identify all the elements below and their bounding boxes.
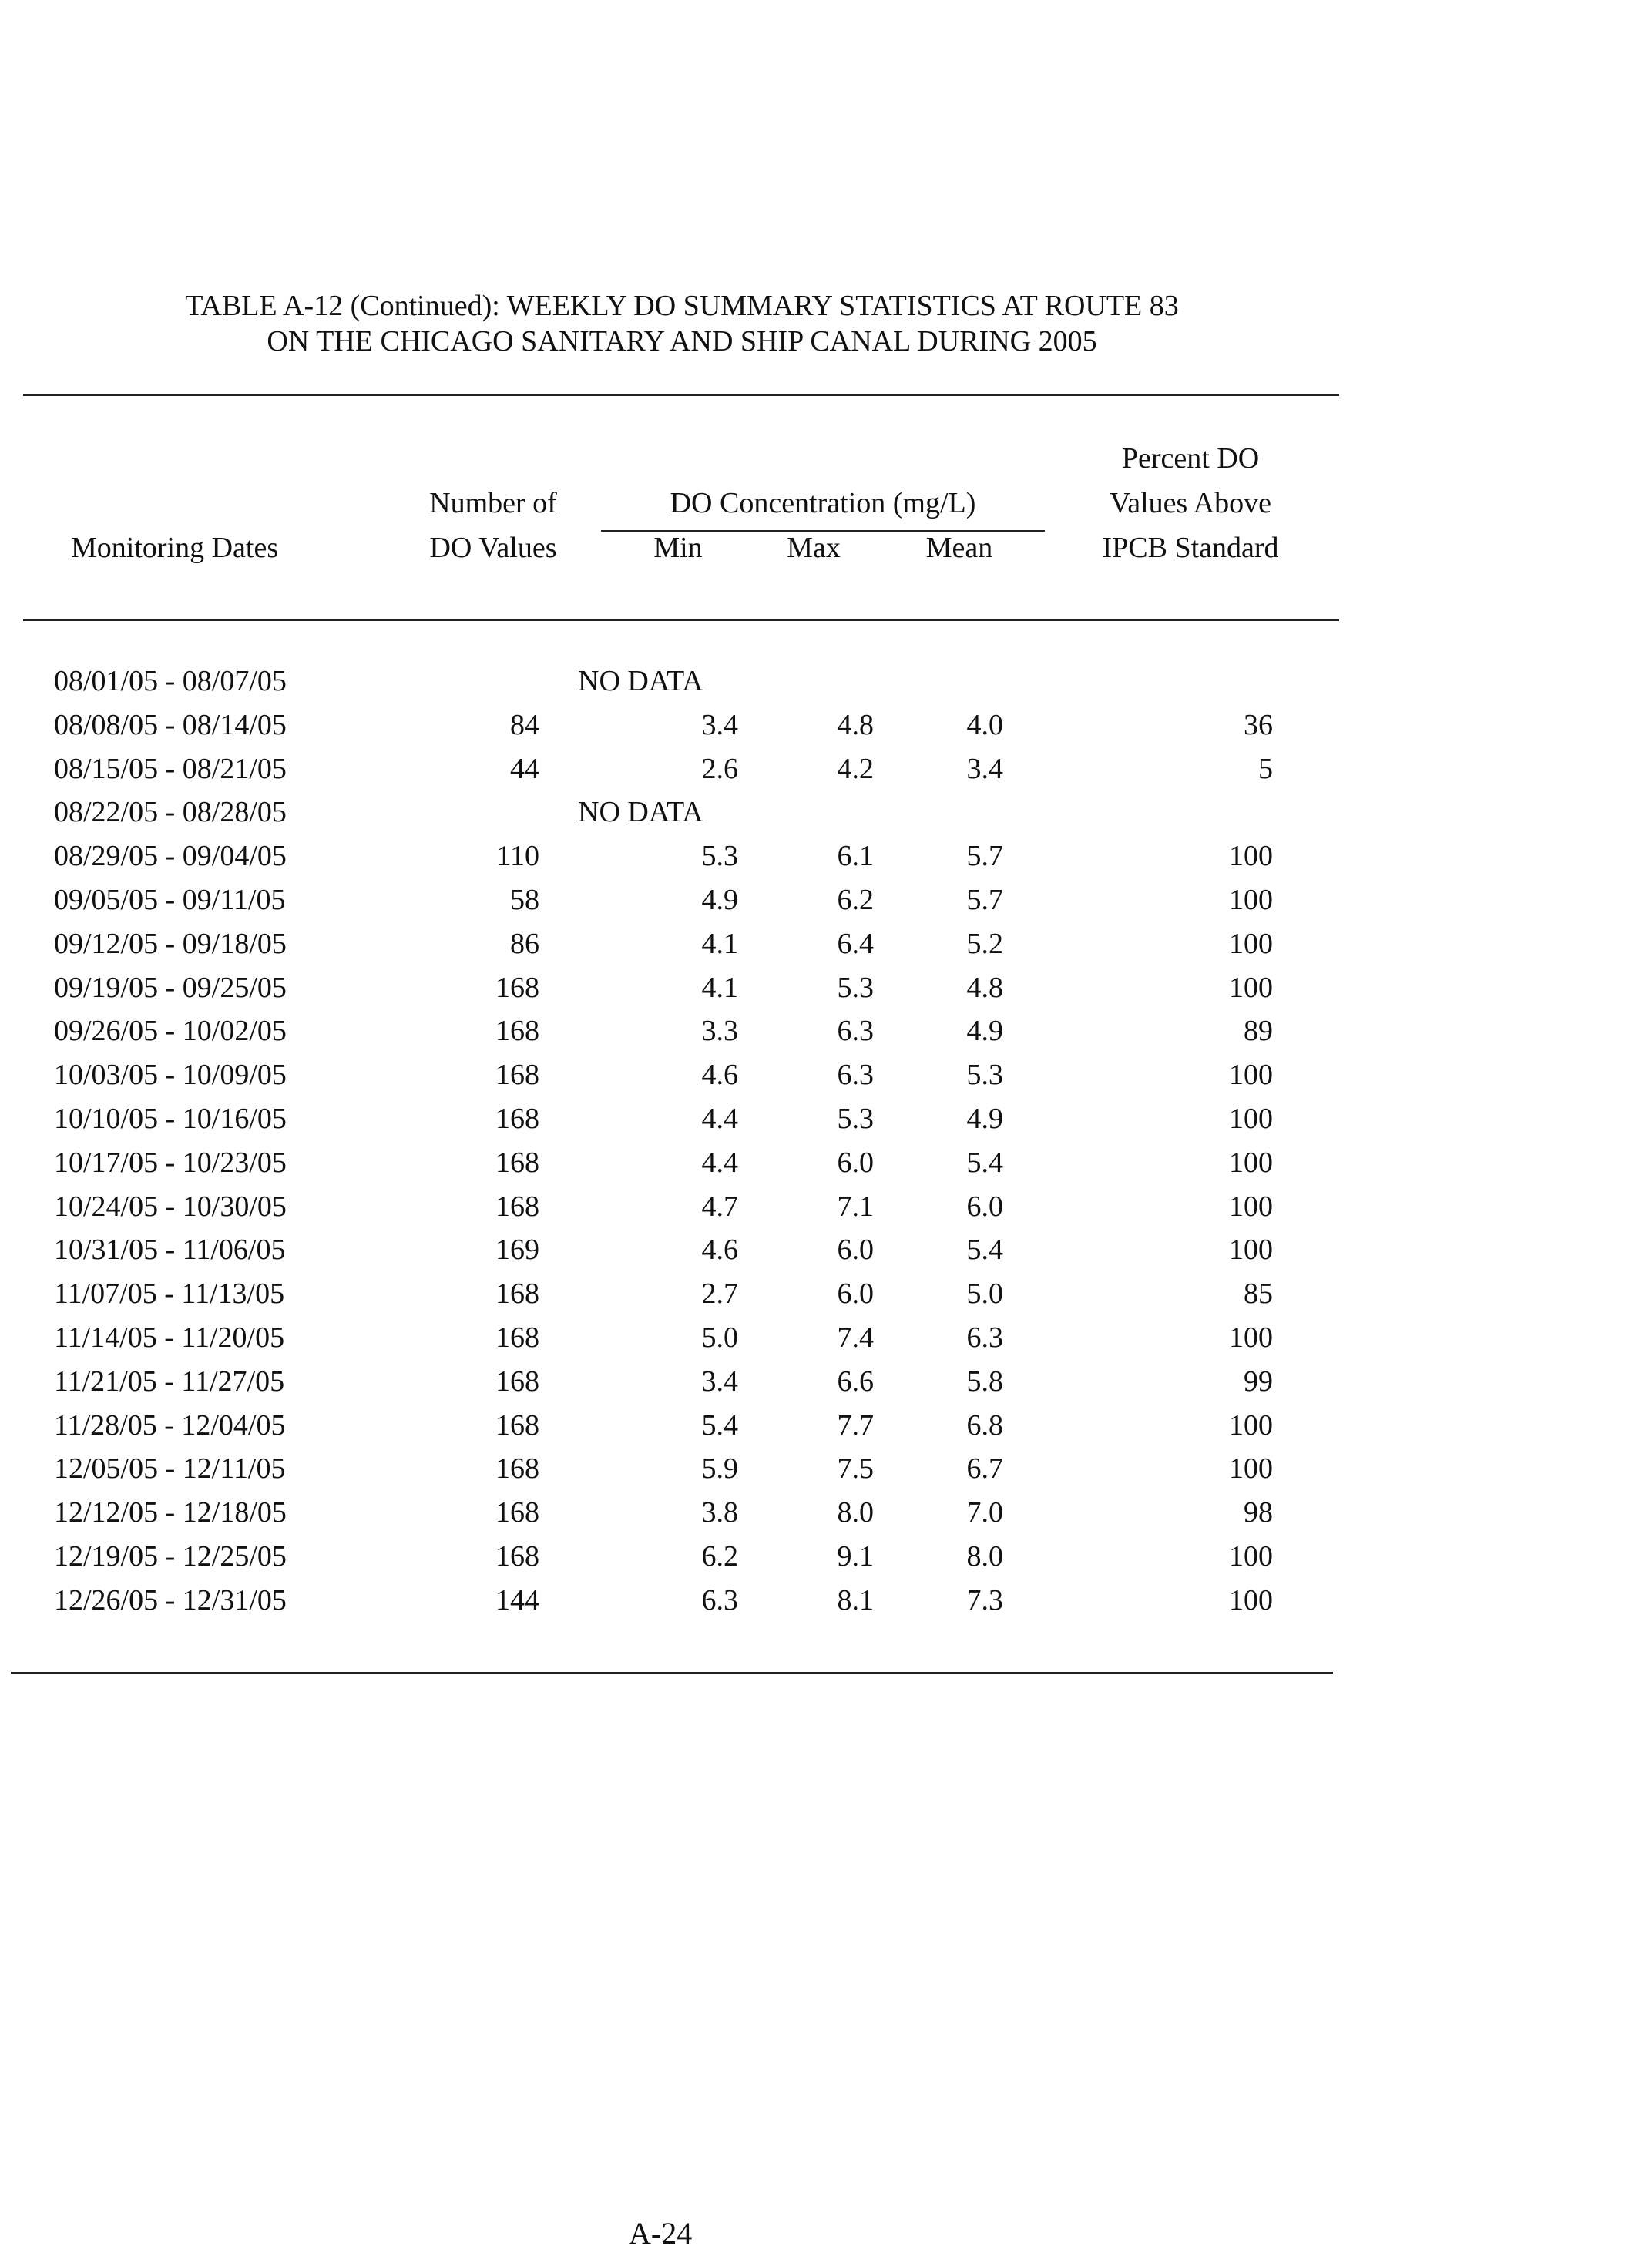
cell-percent-above: 99 [1244, 1365, 1273, 1398]
cell-max: 6.0 [837, 1146, 874, 1179]
cell-min: 5.3 [701, 840, 738, 873]
cell-mean: 5.7 [966, 883, 1003, 916]
cell-percent-above: 100 [1229, 1059, 1273, 1092]
cell-min: 4.1 [701, 927, 738, 960]
cell-mean: 4.9 [966, 1102, 1003, 1135]
cell-percent-above: 100 [1229, 1234, 1273, 1267]
table-row [0, 1579, 1273, 1623]
cell-percent-above: 100 [1229, 1102, 1273, 1135]
cell-monitoring-dates: 09/12/05 - 09/18/05 [54, 927, 287, 960]
cell-monitoring-dates: 12/05/05 - 12/11/05 [54, 1452, 286, 1486]
cell-max: 5.3 [837, 1102, 874, 1135]
table-row [0, 1053, 1273, 1097]
cell-number-of-values: 168 [495, 1365, 539, 1398]
table-title-line-2: ON THE CHICAGO SANITARY AND SHIP CANAL DURING 2005 [267, 325, 1097, 358]
cell-min: 4.9 [701, 883, 738, 916]
cell-number-of-values: 168 [495, 1190, 539, 1223]
cell-percent-above: 100 [1229, 1539, 1273, 1573]
header-do-values: DO Values [429, 532, 557, 564]
cell-mean: 6.7 [966, 1452, 1003, 1486]
cell-number-of-values: 168 [495, 1059, 539, 1092]
cell-mean: 5.8 [966, 1365, 1003, 1398]
cell-monitoring-dates: 12/26/05 - 12/31/05 [54, 1583, 287, 1616]
table-row [0, 1535, 1273, 1579]
cell-min: 3.3 [701, 1015, 738, 1048]
cell-monitoring-dates: 11/14/05 - 11/20/05 [54, 1321, 285, 1354]
cell-min: 4.1 [701, 971, 738, 1004]
cell-monitoring-dates: 08/01/05 - 08/07/05 [54, 665, 287, 697]
table-row [0, 1097, 1273, 1141]
header-do-concentration: DO Concentration (mg/L) [670, 487, 976, 519]
table-row [0, 966, 1273, 1010]
cell-mean: 6.3 [966, 1321, 1003, 1354]
cell-number-of-values: 168 [495, 1496, 539, 1529]
cell-mean: 7.0 [966, 1496, 1003, 1529]
cell-monitoring-dates: 11/28/05 - 12/04/05 [54, 1408, 286, 1442]
cell-mean: 6.0 [966, 1190, 1003, 1223]
cell-min: 6.3 [701, 1583, 738, 1616]
cell-min: 2.7 [701, 1277, 738, 1311]
cell-percent-above: 89 [1244, 1015, 1273, 1048]
cell-max: 8.1 [837, 1583, 874, 1616]
cell-number-of-values: 168 [495, 1408, 539, 1442]
cell-max: 7.7 [837, 1408, 874, 1442]
cell-max: 8.0 [837, 1496, 874, 1529]
cell-min: 4.7 [701, 1190, 738, 1223]
table-row [0, 1185, 1273, 1229]
cell-monitoring-dates: 09/05/05 - 09/11/05 [54, 883, 286, 916]
cell-percent-above: 100 [1229, 1190, 1273, 1223]
table-row [0, 1360, 1273, 1404]
table-row [0, 791, 1273, 834]
top-rule [23, 394, 1339, 396]
cell-percent-above: 100 [1229, 1452, 1273, 1486]
table-row [0, 1316, 1273, 1360]
table-row [0, 703, 1273, 747]
cell-percent-above: 100 [1229, 840, 1273, 873]
cell-min: 2.6 [701, 752, 738, 785]
cell-percent-above: 100 [1229, 927, 1273, 960]
cell-max: 5.3 [837, 971, 874, 1004]
cell-percent-above: 100 [1229, 1321, 1273, 1354]
header-ipcb-standard: IPCB Standard [1102, 532, 1279, 564]
cell-number-of-values: 44 [510, 752, 539, 785]
cell-min: 5.4 [701, 1408, 738, 1442]
table-row [0, 1228, 1273, 1272]
cell-number-of-values: 168 [495, 1321, 539, 1354]
cell-min: 3.4 [701, 1365, 738, 1398]
cell-min: 6.2 [701, 1539, 738, 1573]
cell-min: 5.0 [701, 1321, 738, 1354]
cell-min: 4.6 [701, 1059, 738, 1092]
cell-monitoring-dates: 10/24/05 - 10/30/05 [54, 1190, 287, 1223]
header-max: Max [787, 532, 841, 564]
table-row [0, 747, 1273, 791]
cell-number-of-values: 168 [495, 1015, 539, 1048]
cell-monitoring-dates: 12/19/05 - 12/25/05 [54, 1539, 287, 1573]
cell-number-of-values: 168 [495, 1277, 539, 1311]
cell-number-of-values: 144 [495, 1583, 539, 1616]
table-row [0, 1141, 1273, 1185]
table-title-line-1: TABLE A-12 (Continued): WEEKLY DO SUMMARY STATISTICS AT ROUTE 83 [185, 290, 1179, 322]
cell-mean: 5.7 [966, 840, 1003, 873]
cell-mean: 4.8 [966, 971, 1003, 1004]
cell-number-of-values: 168 [495, 1146, 539, 1179]
table-row [0, 922, 1273, 966]
cell-mean: 7.3 [966, 1583, 1003, 1616]
cell-number-of-values: 168 [495, 1539, 539, 1573]
table-row [0, 660, 1273, 703]
table-row [0, 1009, 1273, 1053]
header-monitoring-dates: Monitoring Dates [71, 532, 279, 564]
header-values-above: Values Above [1109, 487, 1272, 519]
cell-monitoring-dates: 11/21/05 - 11/27/05 [54, 1365, 285, 1398]
cell-min: 4.4 [701, 1146, 738, 1179]
cell-max: 6.3 [837, 1015, 874, 1048]
cell-max: 9.1 [837, 1539, 874, 1573]
cell-mean: 4.0 [966, 708, 1003, 741]
cell-monitoring-dates: 09/19/05 - 09/25/05 [54, 971, 287, 1004]
cell-max: 4.8 [837, 708, 874, 741]
header-rule [23, 619, 1339, 621]
cell-max: 4.2 [837, 752, 874, 785]
page-number: A-24 [629, 2216, 693, 2251]
cell-min: 4.4 [701, 1102, 738, 1135]
cell-percent-above: 100 [1229, 971, 1273, 1004]
table-row [0, 1404, 1273, 1448]
table-row [0, 1272, 1273, 1316]
cell-mean: 5.0 [966, 1277, 1003, 1311]
cell-percent-above: 100 [1229, 1146, 1273, 1179]
cell-max: 6.6 [837, 1365, 874, 1398]
cell-percent-above: 100 [1229, 883, 1273, 916]
cell-max: 6.0 [837, 1277, 874, 1311]
cell-mean: 5.4 [966, 1234, 1003, 1267]
cell-max: 7.4 [837, 1321, 874, 1354]
cell-max: 7.5 [837, 1452, 874, 1486]
cell-number-of-values: 110 [496, 840, 539, 873]
cell-monitoring-dates: 12/12/05 - 12/18/05 [54, 1496, 287, 1529]
table-row [0, 1491, 1273, 1535]
cell-min: 3.4 [701, 708, 738, 741]
cell-monitoring-dates: 10/10/05 - 10/16/05 [54, 1102, 287, 1135]
cell-number-of-values: 84 [510, 708, 539, 741]
cell-monitoring-dates: 08/15/05 - 08/21/05 [54, 752, 287, 785]
cell-monitoring-dates: 10/31/05 - 11/06/05 [54, 1234, 286, 1267]
cell-monitoring-dates: 10/03/05 - 10/09/05 [54, 1059, 287, 1092]
cell-number-of-values: 168 [495, 1102, 539, 1135]
cell-mean: 6.8 [966, 1408, 1003, 1442]
cell-min: 5.9 [701, 1452, 738, 1486]
cell-max: 6.3 [837, 1059, 874, 1092]
cell-mean: 4.9 [966, 1015, 1003, 1048]
header-min: Min [653, 532, 703, 564]
cell-percent-above: 85 [1244, 1277, 1273, 1311]
cell-min: 4.6 [701, 1234, 738, 1267]
cell-percent-above: 5 [1258, 752, 1273, 785]
table-row [0, 1447, 1273, 1491]
header-mean: Mean [925, 532, 993, 564]
cell-percent-above: 98 [1244, 1496, 1273, 1529]
cell-number-of-values: 168 [495, 971, 539, 1004]
cell-percent-above: 36 [1244, 708, 1273, 741]
cell-min: 3.8 [701, 1496, 738, 1529]
cell-max: 6.0 [837, 1234, 874, 1267]
cell-monitoring-dates: 09/26/05 - 10/02/05 [54, 1015, 287, 1048]
cell-max: 6.4 [837, 927, 874, 960]
cell-number-of-values: 86 [510, 927, 539, 960]
table-row [0, 834, 1273, 878]
cell-percent-above: 100 [1229, 1408, 1273, 1442]
cell-mean: 5.3 [966, 1059, 1003, 1092]
cell-monitoring-dates: 08/08/05 - 08/14/05 [54, 708, 287, 741]
cell-max: 6.1 [837, 840, 874, 873]
header-percent-do: Percent DO [1121, 442, 1260, 475]
cell-monitoring-dates: 10/17/05 - 10/23/05 [54, 1146, 287, 1179]
cell-no-data: NO DATA [578, 665, 703, 697]
cell-monitoring-dates: 08/22/05 - 08/28/05 [54, 796, 287, 829]
cell-mean: 5.2 [966, 927, 1003, 960]
cell-number-of-values: 168 [495, 1452, 539, 1486]
cell-no-data: NO DATA [578, 796, 703, 829]
bottom-rule [11, 1672, 1333, 1674]
cell-mean: 5.4 [966, 1146, 1003, 1179]
header-number-of: Number of [429, 487, 557, 519]
cell-number-of-values: 169 [495, 1234, 539, 1267]
cell-monitoring-dates: 08/29/05 - 09/04/05 [54, 840, 287, 873]
cell-monitoring-dates: 11/07/05 - 11/13/05 [54, 1277, 285, 1311]
cell-mean: 8.0 [966, 1539, 1003, 1573]
cell-number-of-values: 58 [510, 883, 539, 916]
do-statistics-table [0, 660, 1273, 1623]
table-row [0, 878, 1273, 922]
cell-max: 7.1 [837, 1190, 874, 1223]
cell-percent-above: 100 [1229, 1583, 1273, 1616]
cell-mean: 3.4 [966, 752, 1003, 785]
cell-max: 6.2 [837, 883, 874, 916]
